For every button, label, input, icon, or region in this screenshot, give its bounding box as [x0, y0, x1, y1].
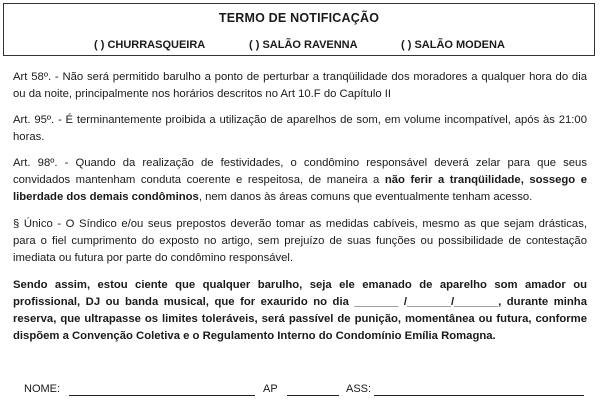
article-98	[13, 155, 587, 206]
ass-label: ASS:	[346, 383, 372, 395]
article-95: Art. 95º. - É terminantemente proibida a utilização de aparelhos de som, em volume incompatível, após às 21:00 horas.	[13, 114, 587, 143]
option-salao-ravenna[interactable]: ( ) SALÃO RAVENNA	[249, 39, 358, 51]
article-98-text-a: Art. 98º. - Quando da realização de festividades, o condômino responsável deverá zelar para que seus convidados mantenham conduta coerente e respeitosa, de maneira a	[13, 157, 587, 186]
paragrafo-unico: § Único - O Síndico e/ou seus prepostos deverão tomar as medidas cabíveis, mesmo as que sejam drásticas, para o fiel cumprimento do exposto no artigo, sem prejuízo de suas funções ou possibilidade de contestação imediata ou futura por parte do condômino responsável.	[13, 218, 587, 264]
ap-label: AP	[263, 383, 278, 395]
article-98-text-b: , nem danos às áreas comuns que eventualmente tenham acesso.	[198, 191, 533, 203]
article-98-bold-text: não ferir a tranqüilidade, sossego e liberdade dos demais condôminos	[13, 174, 587, 203]
declaration-paragraph: Sendo assim, estou ciente que qualquer barulho, seja ele emanado de aparelho som amador ou profissional, DJ ou banda musical, que for exaurido no dia _______ /_______/_______, durante minha reserva, que ultrapasse os limites toleráveis, será passível de punição, momentânea ou futura, conforme dispõem a Convenção Coletiva e o Regulamento Interno do Condomínio Emília Romagna.	[13, 279, 587, 342]
signature-field[interactable]	[374, 383, 584, 396]
ap-field[interactable]	[287, 383, 339, 396]
header-box	[3, 3, 595, 56]
article-58: Art 58º. - Não será permitido barulho a ponto de perturbar a tranqüilidade dos moradores a qualquer hora do dia ou da noite, principalmente nos horários descritos no Art 10.F do Capítulo II	[13, 71, 587, 100]
nome-field[interactable]	[69, 383, 255, 396]
nome-label: NOME:	[24, 383, 61, 395]
option-salao-modena[interactable]: ( ) SALÃO MODENA	[401, 39, 505, 51]
option-churrasqueira[interactable]: ( ) CHURRASQUEIRA	[94, 39, 206, 51]
document-title: TERMO DE NOTIFICAÇÃO	[218, 11, 380, 25]
